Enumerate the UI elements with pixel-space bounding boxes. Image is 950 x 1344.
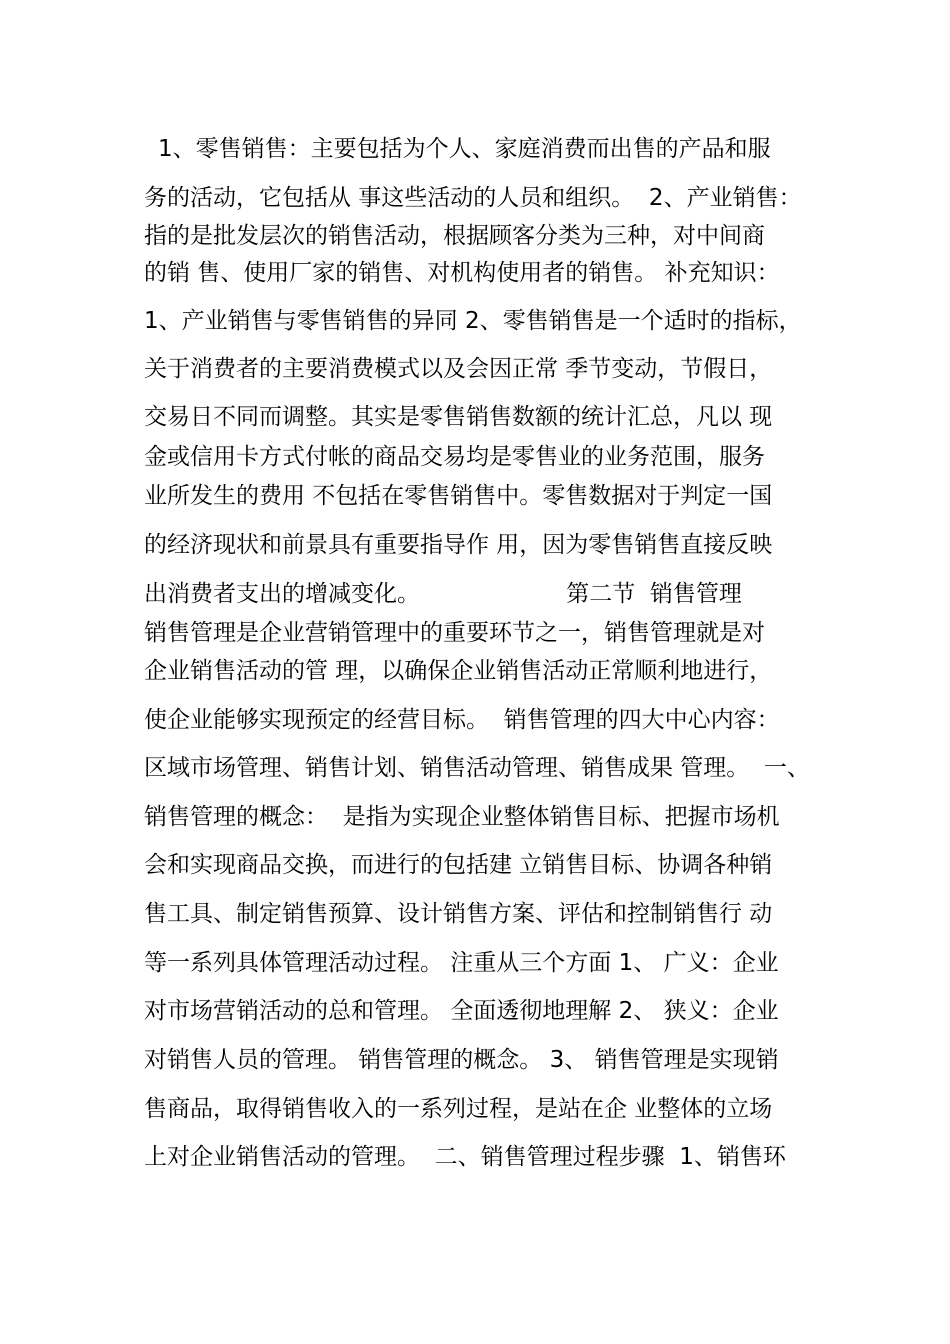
text-line: 的经济现状和前景具有重要指导作 用，因为零售销售直接反映 <box>144 532 773 558</box>
text-line: 等一系列具体管理活动过程。 注重从三个方面 1、 广义：企业 <box>144 950 779 976</box>
text-line: 对销售人员的管理。 销售管理的概念。 3、 销售管理是实现销 <box>144 1047 779 1073</box>
text-line: 销售管理的概念： 是指为实现企业整体销售目标、把握市场机 <box>144 804 780 830</box>
text-line: 交易日不同而调整。其实是零售销售数额的统计汇总，凡以 现 <box>144 404 773 430</box>
text-line: 出消费者支出的增减变化。 第二节 销售管理 <box>144 581 742 607</box>
text-line: 售商品，取得销售收入的一系列过程，是站在企 业整体的立场 <box>144 1096 773 1122</box>
text-line: 使企业能够实现预定的经营目标。 销售管理的四大中心内容： <box>144 707 780 733</box>
text-line: 业所发生的费用 不包括在零售销售中。零售数据对于判定一国 <box>144 483 773 509</box>
text-line: 销售管理是企业营销管理中的重要环节之一，销售管理就是对 <box>144 620 765 646</box>
text-line: 上对企业销售活动的管理。 二、销售管理过程步骤 1、销售环 <box>144 1144 786 1170</box>
text-line: 对市场营销活动的总和管理。 全面透彻地理解 2、 狭义：企业 <box>144 998 779 1024</box>
text-line: 的销 售、使用厂家的销售、对机构使用者的销售。 补充知识： <box>144 260 780 286</box>
text-line: 务的活动，它包括从 事这些活动的人员和组织。 2、产业销售： <box>144 185 802 211</box>
text-line: 关于消费者的主要消费模式以及会因正常 季节变动，节假日， <box>144 356 773 382</box>
text-line: 1、零售销售：主要包括为个人、家庭消费而出售的产品和服 <box>158 136 771 162</box>
text-line: 企业销售活动的管 理，以确保企业销售活动正常顺利地进行， <box>144 658 773 684</box>
text-line: 金或信用卡方式付帐的商品交易均是零售业的业务范围，服务 <box>144 444 765 470</box>
text-line: 指的是批发层次的销售活动，根据顾客分类为三种，对中间商 <box>144 223 765 249</box>
text-line: 会和实现商品交换，而进行的包括建 立销售目标、协调各种销 <box>144 852 773 878</box>
text-line: 1、产业销售与零售销售的异同 2、零售销售是一个适时的指标， <box>144 308 802 334</box>
text-line: 区域市场管理、销售计划、销售活动管理、销售成果 管理。 一、 <box>144 755 810 781</box>
text-line: 售工具、制定销售预算、设计销售方案、评估和控制销售行 动 <box>144 901 773 927</box>
